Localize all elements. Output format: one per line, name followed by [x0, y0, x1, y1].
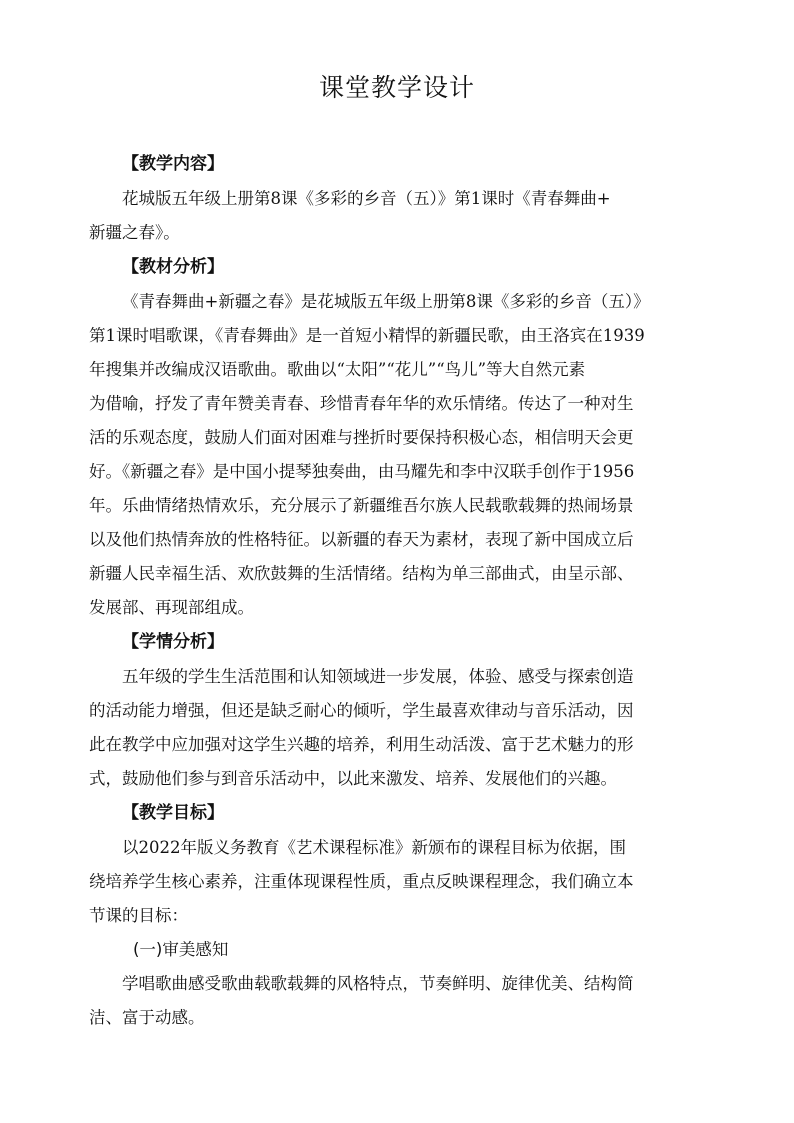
text-line: 好。《新疆之春》是中国小提琴独奏曲，由马耀先和李中汉联手创作于1956 — [89, 462, 635, 481]
section-heading: 【教材分析】 — [122, 257, 224, 277]
section-heading: 【学情分析】 — [122, 632, 224, 652]
text-line: 新疆之春》。 — [89, 223, 180, 242]
text-line: 花城版五年级上册第8课《多彩的乡音（五）》第1课时《青春舞曲+ — [122, 189, 611, 208]
section-heading: 【教学内容】 — [122, 154, 224, 174]
text-line: 的活动能力增强，但还是缺乏耐心的倾听，学生最喜欢律动与音乐活动，因 — [89, 701, 634, 720]
section-heading: 【教学目标】 — [122, 803, 224, 823]
text-line: 式，鼓励他们参与到音乐活动中，以此来激发、培养、发展他们的兴趣。 — [89, 769, 617, 788]
paragraph — [89, 967, 710, 1035]
text-line: 为借喻，抒发了青年赞美青春、珍惜青春年华的欢乐情绪。传达了一种对生 — [89, 394, 634, 413]
text-line: 发展部、再现部组成。 — [89, 598, 254, 617]
paragraph — [89, 285, 710, 625]
text-line: 此在教学中应加强对这学生兴趣的培养，利用生动活泼、富于艺术魅力的形 — [89, 735, 634, 754]
subsection-heading: (一)审美感知 — [133, 940, 229, 959]
text-line: 洁、富于动感。 — [89, 1008, 205, 1027]
text-line: 节课的目标： — [89, 906, 188, 925]
text-line: 活的乐观态度，鼓励人们面对困难与挫折时要保持积极心态，相信明天会更 — [89, 428, 634, 447]
text-line: 年搜集并改编成汉语歌曲。歌曲以“太阳”“花儿”“鸟儿”等大自然元素 — [89, 360, 586, 379]
text-line: 以2022年版义务教育《艺术课程标准》新颁布的课程目标为依据，围 — [122, 838, 626, 857]
paragraph — [89, 182, 710, 250]
text-line: 新疆人民幸福生活、欢欣鼓舞的生活情绪。结构为单三部曲式，由呈示部、 — [89, 564, 634, 583]
section-learner-analysis — [89, 625, 710, 796]
text-line: 《青春舞曲+新疆之春》是花城版五年级上册第8课《多彩的乡音（五）》 — [122, 292, 650, 311]
text-line: 以及他们热情奔放的性格特征。以新疆的春天为素材，表现了新中国成立后 — [89, 530, 634, 549]
document-body — [89, 147, 710, 1035]
text-line: 年。乐曲情绪热情欢乐，充分展示了新疆维吾尔族人民载歌载舞的热闹场景 — [89, 496, 634, 515]
section-material-analysis — [89, 250, 710, 625]
paragraph — [89, 831, 710, 933]
text-line: 第1课时唱歌课，《青春舞曲》是一首短小精悍的新疆民歌，由王洛宾在1939 — [89, 326, 645, 345]
text-line: 绕培养学生核心素养，注重体现课程性质，重点反映课程理念，我们确立本 — [89, 872, 634, 891]
section-teaching-content — [89, 147, 710, 250]
document-title: 课堂教学设计 — [318, 73, 475, 102]
paragraph — [89, 660, 710, 796]
section-teaching-goals — [89, 796, 710, 1035]
text-line: 学唱歌曲感受歌曲载歌载舞的风格特点，节奏鲜明、旋律优美、结构简 — [122, 974, 634, 993]
text-line: 五年级的学生生活范围和认知领域进一步发展，体验、感受与探索创造 — [122, 667, 634, 686]
